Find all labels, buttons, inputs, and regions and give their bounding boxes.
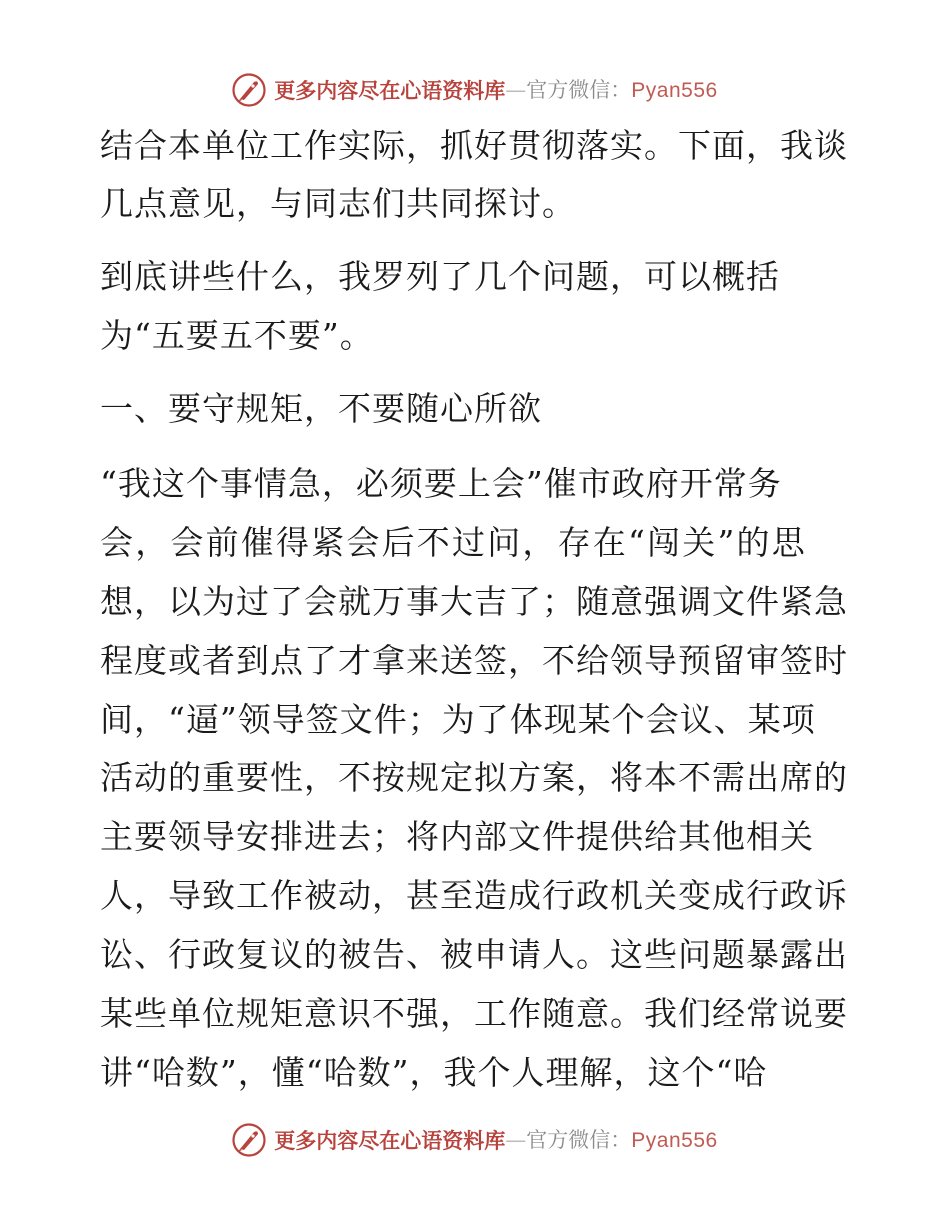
text-line: 会，会前催得紧会后不过问，存在“闯关”的思 [100,523,807,562]
text-line: 讲“哈数”，懂“哈数”，我个人理解，这个“哈 [100,1053,768,1092]
banner-official-label: 官方微信 [526,77,611,102]
header-banner [0,68,950,112]
banner-official-label: 官方微信 [526,1127,611,1152]
banner-dash: — [505,1127,527,1152]
banner-wechat-id: Pyan556 [631,1128,718,1152]
banner-brand: 更多内容尽在心语资料库 [274,77,506,103]
banner-brand: 更多内容尽在心语资料库 [274,1127,506,1153]
banner-dash: — [505,77,527,102]
text-line: 为“五要五不要”。 [100,316,374,355]
banner-wechat-id: Pyan556 [631,78,718,102]
text-line: “我这个事情急，必须要上会”催市政府开常务 [100,464,782,503]
text-line: 到底讲些什么，我罗列了几个问题，可以概括 [100,257,780,296]
banner-text [274,77,718,103]
text-line: 几点意见，与同志们共同探讨。 [100,184,576,223]
text-line: 人，导致工作被动，甚至造成行政机关变成行政诉 [100,876,848,915]
banner-colon: ： [610,77,632,102]
banner-colon: ： [610,1127,632,1152]
text-line: 主要领导安排进去；将内部文件提供给其他相关 [100,817,814,856]
pen-quill-icon [232,1123,266,1157]
text-line: 讼、行政复议的被告、被申请人。这些问题暴露出 [100,935,848,974]
banner-text [274,1127,718,1153]
pen-quill-icon [232,73,266,107]
text-line: 程度或者到点了才拿来送签，不给领导预留审签时 [100,641,848,680]
section-heading: 一、要守规矩，不要随心所欲 [100,389,542,428]
text-line: 想，以为过了会就万事大吉了；随意强调文件紧急 [100,582,848,621]
text-line: 活动的重要性，不按规定拟方案，将本不需出席的 [100,758,848,797]
footer-banner [0,1118,950,1162]
text-line: 结合本单位工作实际，抓好贯彻落实。下面，我谈 [100,126,848,165]
text-line: 间，“逼”领导签文件；为了体现某个会议、某项 [100,700,816,739]
text-line: 某些单位规矩意识不强，工作随意。我们经常说要 [100,994,848,1033]
